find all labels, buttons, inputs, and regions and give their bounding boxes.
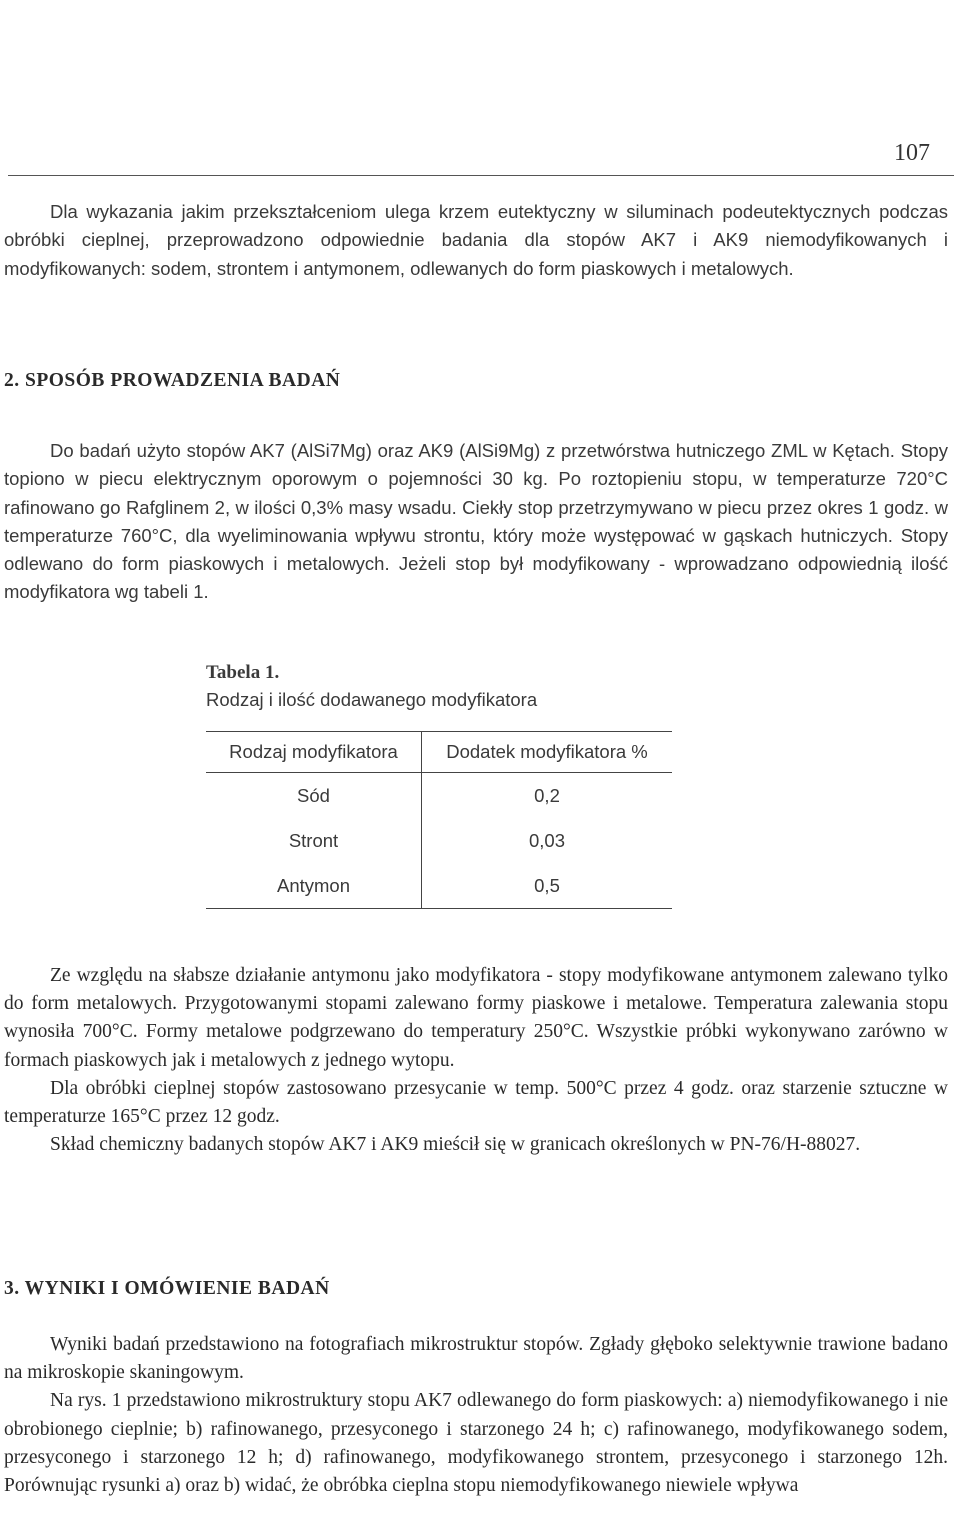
table-cell: 0,2 <box>534 784 560 806</box>
section-3-heading: 3. WYNIKI I OMÓWIENIE BADAŃ <box>4 1278 330 1299</box>
section-2-text: Do badań użyto stopów AK7 (AlSi7Mg) oraz AK9 (AlSi9Mg) z przetwórstwa hutniczego ZML w Kętach. Stopy topiono w piecu elektrycznym oporowym o pojemności 30 kg. Po roztopieniu stopu, w temperaturze 720°C rafinowano go Rafglinem 2, w ilości 0,3% masy wsadu. Ciekły stop przetrzymywano w piecu przez okres 1 godz. w temperaturze 760°C, dla wyeliminowania wpływu strontu, który może występować w gąskach hutniczych. Stopy odlewano do form piaskowych i metalowych. Jeżeli stop był modyfikowany - wprowadzano odpowiednią ilość modyfikatora wg tabeli 1. <box>4 440 948 603</box>
paragraph-heat-treatment: Dla obróbki cieplnej stopów zastosowano przesycanie w temp. 500°C przez 4 godz. oraz starzenie sztuczne w temperaturze 165°C przez 12 godz. <box>4 1077 948 1128</box>
table-row <box>206 818 672 863</box>
table-header-row <box>206 732 672 773</box>
table-row <box>206 863 672 909</box>
section-2-heading: 2. SPOSÓB PROWADZENIA BADAŃ <box>4 370 341 391</box>
table-header-cell: Dodatek modyfikatora % <box>422 732 673 773</box>
table-cell: 0,03 <box>528 829 565 851</box>
paragraph-composition: Skład chemiczny badanych stopów AK7 i AK9 mieścił się w granicach określonych w PN-76/H-88027. <box>50 1134 861 1156</box>
after-table-paragraphs <box>4 962 948 1159</box>
intro-text: Dla wykazania jakim przekształceniom ulega krzem eutektyczny w siluminach podeutektycznych podczas obróbki cieplnej, przeprowadzono odpowiednie badania dla stopów AK7 i AK9 niemodyfikowanych i modyfikowanych: sodem, strontem i antymonem, odlewanych do form piaskowych i metalowych. <box>4 201 948 279</box>
page-number: 107 <box>894 140 930 166</box>
table-label: Tabela 1. <box>206 662 280 683</box>
paragraph-antimony: Ze względu na słabsze działanie antymonu jako modyfikatora - stopy modyfikowane antymonem zalewano tylko do form metalowych. Przygotowanymi stopami zalewano formy piaskowe i metalowe. Temperatura zalewania stopu wynosiła 700°C. Formy metalowe podgrzewano do temperatury 250°C. Wszystkie próbki wykonywano zarówno w formach piaskowych jak i metalowych z jednego wytopu. <box>4 965 948 1071</box>
table-title: Rodzaj i ilość dodawanego modyfikatora <box>206 689 538 710</box>
table-row <box>206 773 672 819</box>
table-cell: Antymon <box>206 863 422 909</box>
table-cell: Sód <box>206 773 422 819</box>
section-3-paragraphs <box>4 1331 948 1500</box>
section-2-paragraph <box>4 437 948 607</box>
intro-paragraph <box>4 198 948 283</box>
table-header-cell: Rodzaj modyfikatora <box>206 732 422 773</box>
table-cell: Stront <box>206 818 422 863</box>
table-caption <box>206 660 537 714</box>
paragraph-results: Wyniki badań przedstawiono na fotografiach mikrostruktur stopów. Zgłady głęboko selektywnie trawione badano na mikroskopie skaningowym. <box>4 1334 948 1384</box>
paragraph-figure-1: Na rys. 1 przedstawiono mikrostruktury stopu AK7 odlewanego do form piaskowych: a) niemodyfikowanego i nie obrobionego cieplnie; b) rafinowanego, przesyconego i starzonego 24 h; c) rafinowanego, modyfikowanego sodem, przesyconego i starzonego 12 h; d) rafinowanego, modyfikowanego strontem, przesyconego i starzonego 12h. Porównując rysunki a) oraz b) widać, że obróbka cieplna stopu niemodyfikowanego niewiele wpływa <box>4 1390 948 1497</box>
modifier-table <box>206 731 672 909</box>
header-rule <box>8 175 954 176</box>
table-cell: 0,5 <box>422 863 673 909</box>
